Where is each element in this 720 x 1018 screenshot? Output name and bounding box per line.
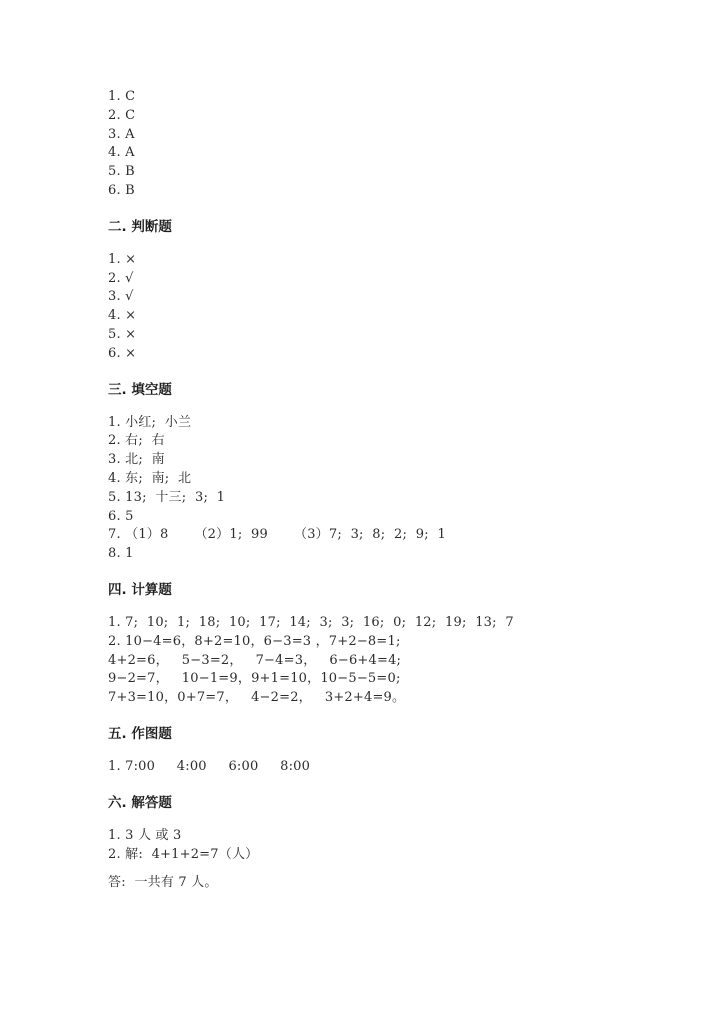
answer-line: 4. A <box>108 145 135 161</box>
answer-sheet <box>108 88 668 893</box>
answer-line: 2. 右; 右 <box>108 433 165 449</box>
answer-line: 8. 1 <box>108 546 134 562</box>
answer-line: 4. 东; 南; 北 <box>108 470 192 486</box>
answer-line: 7. （1）8 （2）1; 99 （3）7; 3; 8; 2; 9; 1 <box>108 527 446 543</box>
section-heading-fill-blank: 三. 填空题 <box>108 381 172 398</box>
answer-line: 5. × <box>108 326 137 342</box>
judgement-answers <box>108 251 668 364</box>
answer-line: 3. √ <box>108 289 134 305</box>
fill-blank-answers <box>108 414 668 564</box>
word-problem-answers <box>108 827 668 893</box>
answer-line: 2. 10−4=6，8+2=10，6−3=3 ，7+2−8=1; <box>108 633 401 649</box>
answer-line: 6. 5 <box>108 508 134 524</box>
answer-line: 6. × <box>108 345 137 361</box>
answer-line: 3. A <box>108 126 135 142</box>
choice-answers <box>108 88 668 201</box>
answer-line: 4. × <box>108 308 137 324</box>
answer-line: 5. 13; 十三; 3; 1 <box>108 489 226 505</box>
calculation-answers <box>108 614 668 708</box>
answer-line: 6. B <box>108 182 135 198</box>
answer-line: 9−2=7， 10−1=9，9+1=10，10−5−5=0; <box>108 671 401 687</box>
answer-line: 2. C <box>108 107 136 123</box>
section-heading-word-problems: 六. 解答题 <box>108 794 172 811</box>
answer-line: 1. 小红; 小兰 <box>108 414 192 430</box>
answer-line: 2. 解: 4+1+2=7（人） <box>108 846 259 862</box>
answer-line: 3. 北; 南 <box>108 452 165 468</box>
answer-line: 1. 7:00 4:00 6:00 8:00 <box>108 758 311 774</box>
answer-line: 4+2=6， 5−3=2， 7−4=3， 6−6+4=4; <box>108 652 402 668</box>
answer-line: 7+3=10，0+7=7， 4−2=2， 3+2+4=9。 <box>108 690 406 706</box>
section-heading-drawing: 五. 作图题 <box>108 725 172 742</box>
section-heading-calculation: 四. 计算题 <box>108 581 172 598</box>
answer-line: 1. 3 人 或 3 <box>108 827 182 843</box>
answer-line: 1. × <box>108 251 137 267</box>
answer-line: 2. √ <box>108 270 134 286</box>
answer-line: 1. C <box>108 89 136 104</box>
answer-line: 1. 7; 10; 1; 18; 10; 17; 14; 3; 3; 16; 0; 12; 19; 13; 7 <box>108 614 514 630</box>
drawing-answers <box>108 758 668 777</box>
answer-line: 5. B <box>108 164 135 180</box>
final-answer: 答: 一共有 7 人。 <box>108 875 218 891</box>
section-heading-judgement: 二. 判断题 <box>108 218 172 235</box>
